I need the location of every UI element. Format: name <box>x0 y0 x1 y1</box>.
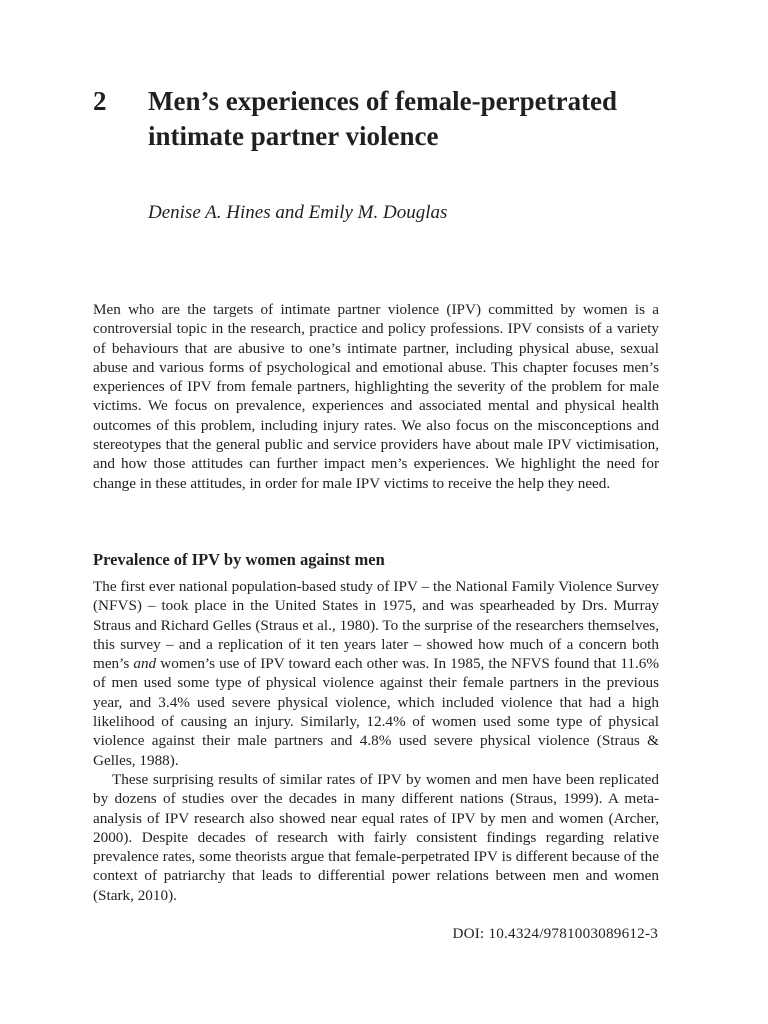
chapter-abstract: Men who are the targets of intimate partner violence (IPV) committed by women is a controversial topic in the research, practice and policy professions. IPV consists of a variety of behaviours that are abusive to one’s intimate partner, including physical abuse, sexual abuse and various forms of psychological and emotional abuse. This chapter focuses men’s experiences of IPV from female partners, highlighting the severity of the problem for male victims. We focus on prevalence, experiences and associated mental and physical health outcomes of this problem, including injury rates. We also focus on the misconceptions and stereotypes that the general public and service providers have about male IPV victimisation, and how those attitudes can further impact men’s experiences. We highlight the need for change in these attitudes, in order for male IPV victims to receive the help they need. <box>93 301 659 492</box>
section-heading: Prevalence of IPV by women against men <box>93 550 385 569</box>
section-body <box>93 577 659 905</box>
body-paragraph-1-part-1: The first ever national population-based study of IPV – the National Family Violence Survey (NFVS) – took place in the United States in 1975, and was spearheaded by Drs. Murray Straus and Richard Gelles (Straus et al., 1980). To the surprise of the researchers themselves, this survey – and a replication of it ten years later – showed how much of a concern both men’s <box>93 578 659 673</box>
chapter-number: 2 <box>93 86 107 116</box>
body-paragraph-1-emphasis: and <box>133 655 157 673</box>
doi-footer: DOI: 10.4324/9781003089612-3 <box>452 925 658 942</box>
body-paragraph-1 <box>93 577 659 770</box>
chapter-title: Men’s experiences of female-perpetrated intimate partner violence <box>148 86 618 151</box>
body-paragraph-1-part-2: women’s use of IPV toward each other was. In 1985, the NFVS found that 11.6% of men used some type of physical violence against their female partners in the previous year, and 3.4% used severe physical violence, which included violence that had a high likelihood of causing an injury. Similarly, 12.4% of women used some type of physical violence against their male partners and 4.8% used severe physical violence (Straus & Gelles, 1988). <box>93 655 659 769</box>
chapter-authors: Denise A. Hines and Emily M. Douglas <box>148 202 448 223</box>
body-paragraph-2: These surprising results of similar rates of IPV by women and men have been replicated by dozens of studies over the decades in many different nations (Straus, 1999). A meta-analysis of IPV research also showed near equal rates of IPV by men and women (Archer, 2000). Despite decades of research with fairly consistent findings regarding relative prevalence rates, some theorists argue that female-perpetrated IPV is different because of the context of patriarchy that leads to differential power relations between men and women (Stark, 2010). <box>93 770 659 904</box>
